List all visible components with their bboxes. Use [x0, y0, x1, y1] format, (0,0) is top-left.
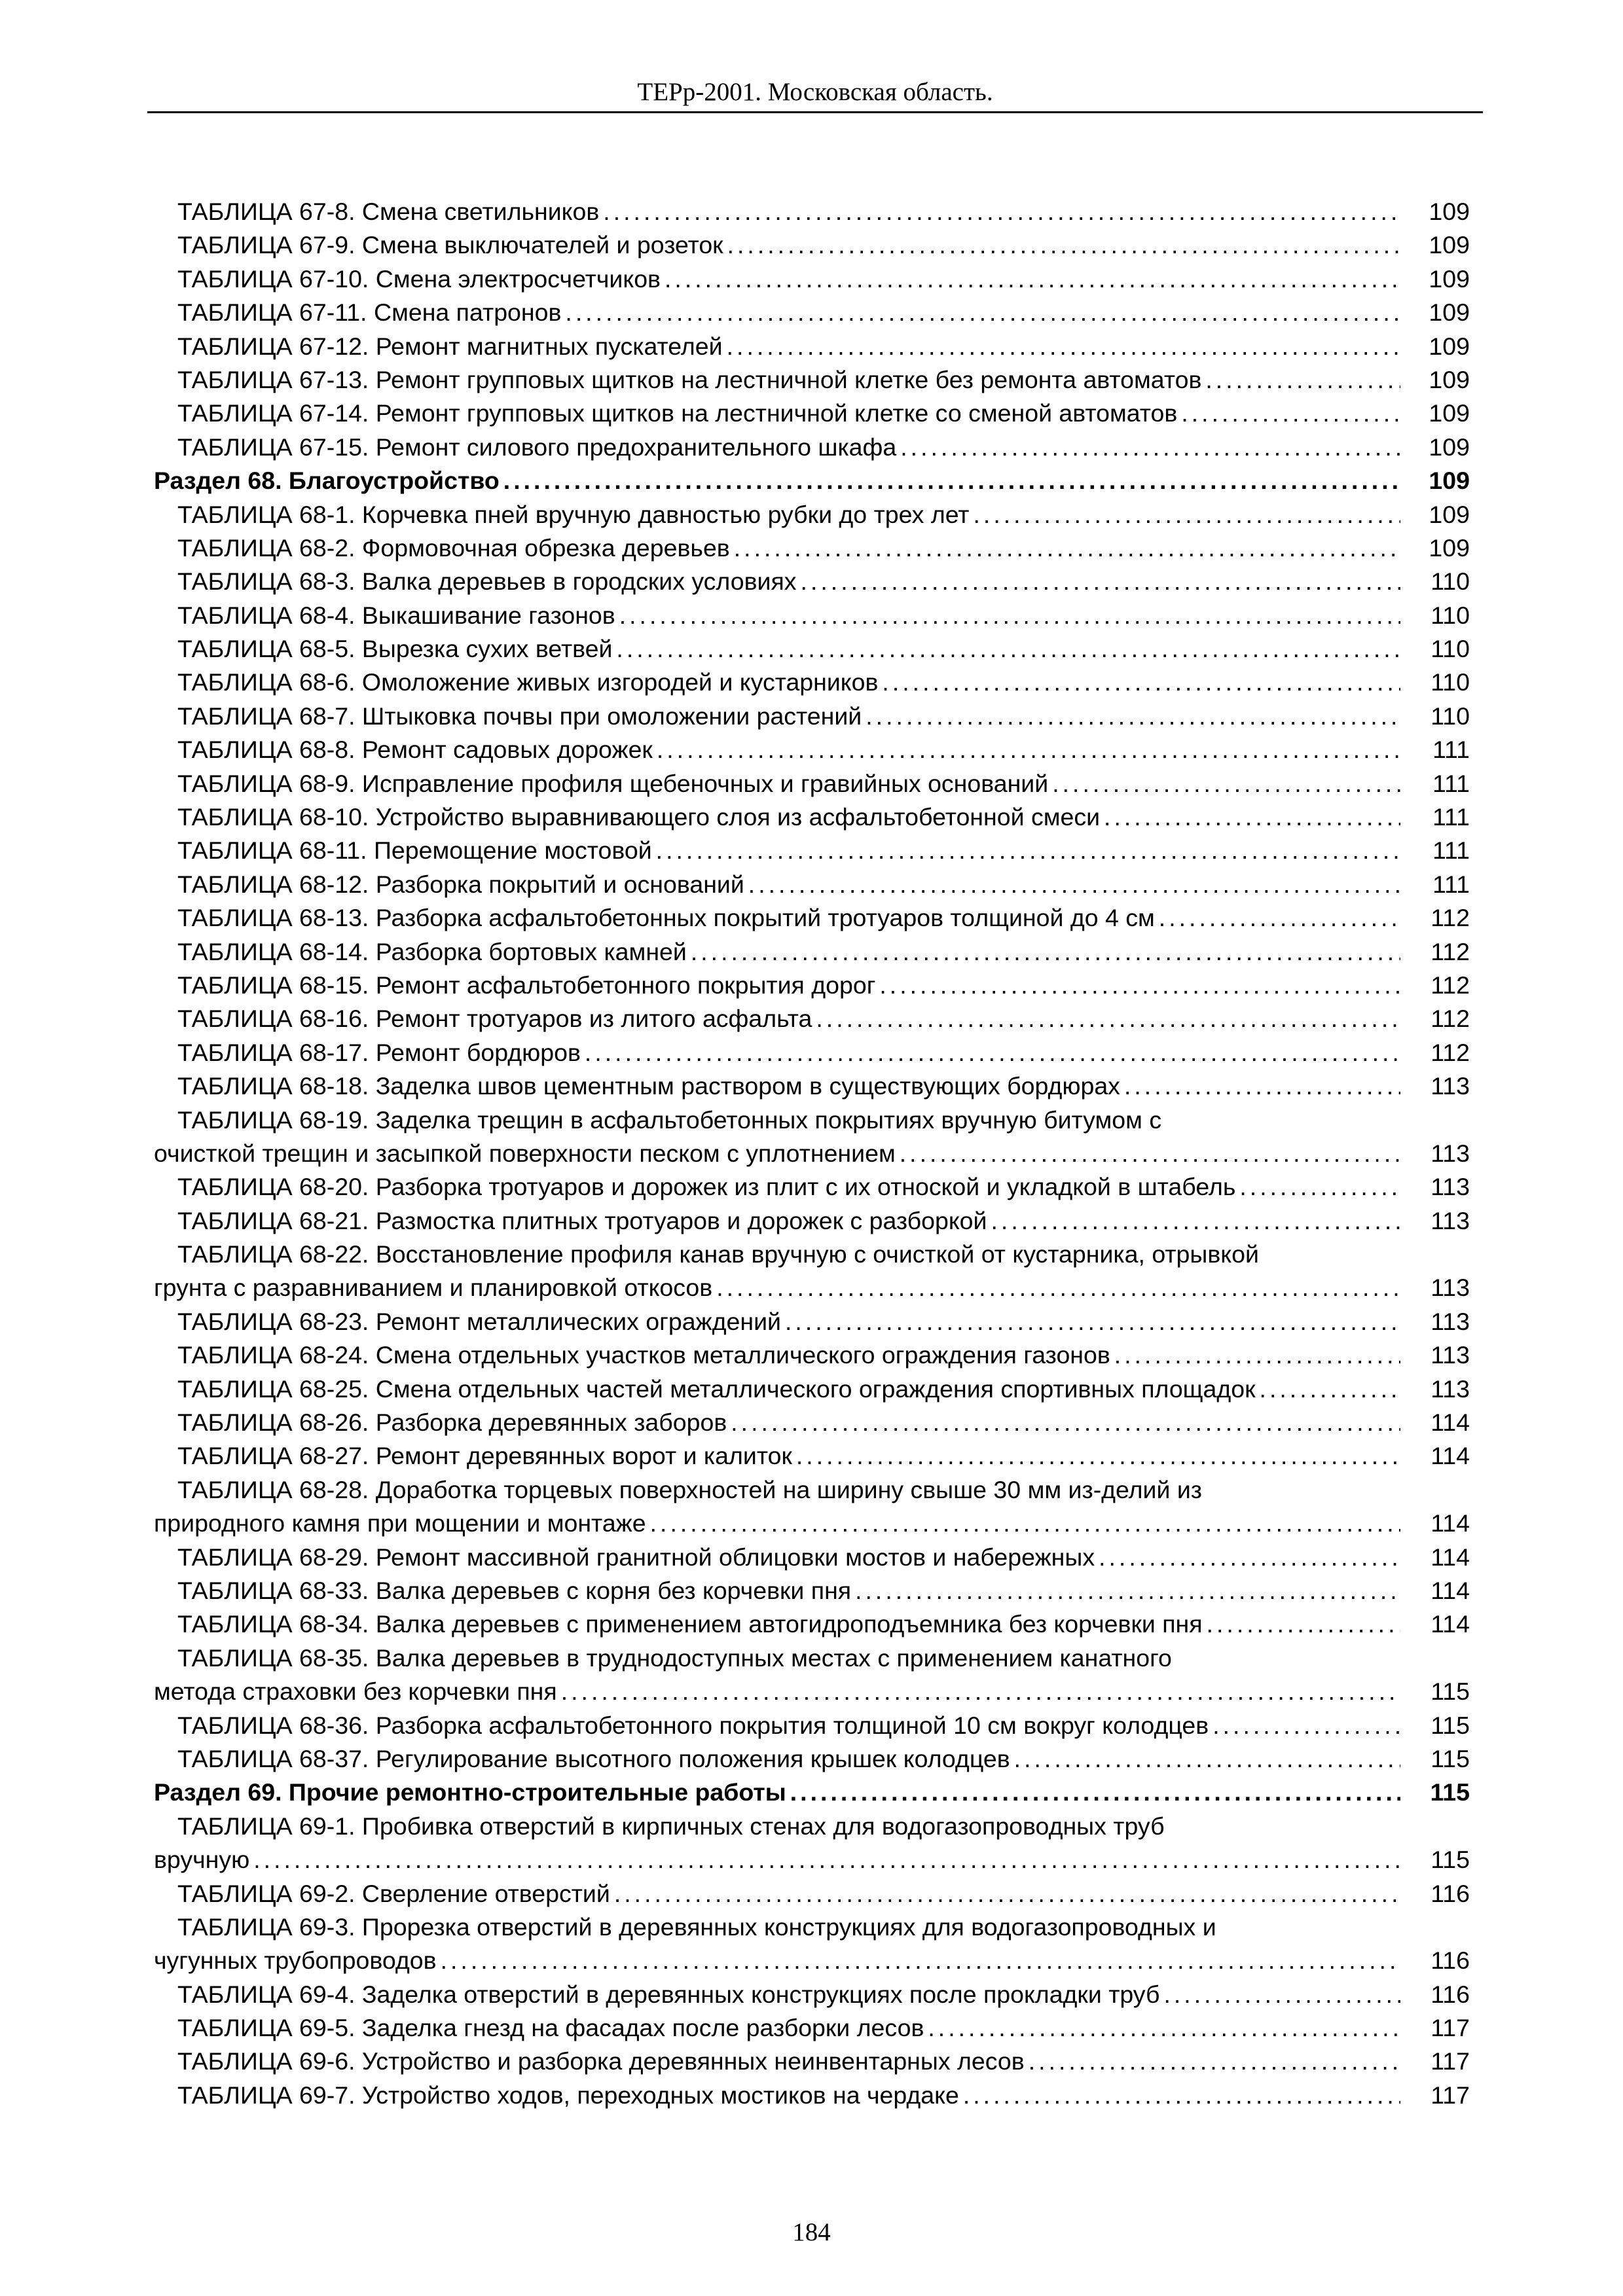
dot-leader — [599, 195, 1400, 228]
toc-entry-title: ТАБЛИЦА 68-22. Восстановление профиля канав вручную с очисткой от кустарника, отрывкой — [177, 1240, 1259, 1268]
dot-leader — [878, 666, 1400, 699]
toc-entry-title: ТАБЛИЦА 67-8. Смена светильников — [177, 197, 600, 225]
dot-leader — [792, 1439, 1400, 1473]
toc-entry[interactable] — [154, 363, 1470, 397]
toc-entry-title: ТАБЛИЦА 69-2. Сверление отверстий — [177, 1879, 610, 1907]
toc-entry-multiline[interactable] — [154, 1238, 1470, 1305]
toc-entry-title: метода страховки без корчевки пня — [154, 1677, 557, 1706]
dot-leader — [1256, 1372, 1400, 1406]
dot-leader — [1155, 901, 1400, 935]
dot-leader — [875, 969, 1400, 1002]
toc-entry[interactable] — [154, 1607, 1470, 1641]
toc-entry-page: 116 — [1431, 1879, 1470, 1907]
dot-leader — [557, 1675, 1400, 1708]
toc-entry-page: 112 — [1431, 971, 1470, 999]
toc-entry[interactable] — [154, 565, 1470, 598]
toc-entry-page: 114 — [1431, 1509, 1470, 1537]
toc-entry-page: 111 — [1432, 803, 1470, 831]
dot-leader — [437, 1944, 1400, 1977]
toc-entry-page: 110 — [1431, 601, 1470, 629]
toc-entry-title: грунта с разравниванием и планировкой откосов — [154, 1274, 713, 1302]
toc-entry-continuation[interactable] — [154, 1675, 1470, 1708]
toc-entry-title: ТАБЛИЦА 69-6. Устройство и разборка деревянных неинвентарных лесов — [177, 2047, 1025, 2075]
dot-leader — [1120, 1069, 1400, 1103]
toc-entry[interactable] — [154, 868, 1470, 901]
dot-leader — [615, 599, 1400, 632]
toc-entry[interactable] — [154, 1574, 1470, 1607]
toc-entry[interactable] — [154, 296, 1470, 329]
toc-entry-title: ТАБЛИЦА 68-12. Разборка покрытий и оснований — [177, 870, 744, 898]
toc-section-entry[interactable] — [154, 1776, 1470, 1809]
toc-entry-page: 115 — [1431, 1711, 1470, 1739]
dot-leader — [797, 565, 1400, 598]
dot-leader — [1235, 1170, 1400, 1204]
toc-entry[interactable] — [154, 1305, 1470, 1338]
toc-entry-page: 113 — [1431, 1173, 1470, 1201]
toc-entry[interactable] — [154, 969, 1470, 1002]
toc-section-entry[interactable] — [154, 464, 1470, 497]
toc-entry-title: ТАБЛИЦА 68-19. Заделка трещин в асфальтобетонных покрытиях вручную битумом с — [177, 1105, 1162, 1134]
dot-leader — [661, 262, 1400, 296]
dot-leader — [1110, 1338, 1400, 1372]
toc-entry-title: ТАБЛИЦА 68-20. Разборка тротуаров и дорожек из плит с их отноской и укладкой в штабель — [177, 1173, 1236, 1201]
dot-leader — [1010, 1742, 1400, 1776]
toc-entry-title: чугунных трубопроводов — [154, 1946, 437, 1975]
toc-entry-page: 110 — [1431, 668, 1470, 696]
toc-entry-title: ТАБЛИЦА 68-27. Ремонт деревянных ворот и калиток — [177, 1442, 792, 1470]
toc-entry-page: 113 — [1431, 1072, 1470, 1100]
dot-leader — [1100, 800, 1400, 834]
toc-entry-title: ТАБЛИЦА 68-10. Устройство выравнивающего слоя из асфальтобетонной смеси — [177, 803, 1101, 831]
toc-entry[interactable] — [154, 1877, 1470, 1910]
toc-entry-page: 109 — [1429, 399, 1470, 427]
toc-entry[interactable] — [154, 1036, 1470, 1069]
toc-entry-page: 114 — [1431, 1543, 1470, 1571]
toc-entry-page: 115 — [1431, 1677, 1470, 1706]
dot-leader — [862, 700, 1400, 733]
toc-entry[interactable] — [154, 397, 1470, 430]
toc-entry[interactable] — [154, 666, 1470, 699]
toc-entry-title: ТАБЛИЦА 68-29. Ремонт массивной гранитной облицовки мостов и набережных — [177, 1543, 1095, 1571]
toc-entry-page: 117 — [1431, 2014, 1470, 2042]
toc-entry-page: 113 — [1431, 1139, 1470, 1167]
toc-entry[interactable] — [154, 1372, 1470, 1406]
toc-entry-title: ТАБЛИЦА 68-16. Ремонт тротуаров из литого асфальта — [177, 1005, 812, 1033]
toc-entry-title: ТАБЛИЦА 69-5. Заделка гнезд на фасадах после разборки лесов — [177, 2014, 924, 2042]
toc-entry[interactable] — [154, 531, 1470, 565]
toc-entry-page: 113 — [1431, 1274, 1470, 1302]
toc-entry-page: 112 — [1431, 904, 1470, 932]
toc-entry-multiline[interactable] — [154, 1641, 1470, 1709]
toc-entry-page: 109 — [1429, 298, 1470, 327]
toc-entry-title: ТАБЛИЦА 68-9. Исправление профиля щебеночных и гравийных оснований — [177, 769, 1049, 797]
toc-entry-page: 113 — [1431, 1374, 1470, 1403]
toc-entry-page: 116 — [1431, 1946, 1470, 1975]
toc-entry[interactable] — [154, 2011, 1470, 2045]
toc-entry[interactable] — [154, 431, 1470, 464]
toc-entry-title: ТАБЛИЦА 68-26. Разборка деревянных заборов — [177, 1408, 727, 1437]
toc-entry[interactable] — [154, 767, 1470, 800]
toc-entry-title: ТАБЛИЦА 68-14. Разборка бортовых камней — [177, 937, 687, 965]
toc-entry[interactable] — [154, 1439, 1470, 1473]
toc-entry-title: ТАБЛИЦА 67-11. Смена патронов — [177, 298, 562, 327]
dot-leader — [1209, 1709, 1400, 1742]
toc-entry-title: ТАБЛИЦА 67-13. Ремонт групповых щитков на лестничной клетке без ремонта автоматов — [177, 365, 1202, 393]
toc-entry[interactable] — [154, 700, 1470, 733]
toc-entry-continuation[interactable] — [154, 1507, 1470, 1540]
toc-entry-continuation[interactable] — [154, 1272, 1470, 1305]
toc-entry[interactable] — [154, 1709, 1470, 1742]
toc-entry-title: ТАБЛИЦА 69-3. Прорезка отверстий в деревянных конструкциях для водогазопроводных и — [177, 1912, 1216, 1941]
toc-entry[interactable] — [154, 262, 1470, 296]
dot-leader — [970, 498, 1401, 531]
toc-entry-page: 111 — [1432, 769, 1470, 797]
toc-entry[interactable] — [154, 935, 1470, 969]
toc-entry-page: 112 — [1431, 1005, 1470, 1033]
dot-leader — [1095, 1541, 1400, 1574]
toc-entry[interactable] — [154, 1978, 1470, 2011]
toc-entry-page: 109 — [1429, 264, 1470, 293]
toc-entry-title: Раздел 68. Благоустройство — [154, 467, 500, 495]
toc-entry-page: 109 — [1429, 365, 1470, 393]
toc-entry-page: 113 — [1431, 1341, 1470, 1369]
toc-entry-title: вручную — [154, 1846, 250, 1874]
toc-entry-page: 110 — [1431, 635, 1470, 663]
toc-entry[interactable] — [154, 632, 1470, 666]
dot-leader — [1025, 2045, 1400, 2078]
dot-leader — [612, 632, 1400, 666]
toc-entry-title: ТАБЛИЦА 68-2. Формовочная обрезка деревьев — [177, 533, 730, 562]
toc-entry-title: ТАБЛИЦА 68-17. Ремонт бордюров — [177, 1038, 581, 1066]
toc-entry[interactable] — [154, 195, 1470, 228]
toc-entry-page: 115 — [1431, 1744, 1470, 1772]
toc-entry-page: 114 — [1431, 1408, 1470, 1437]
toc-entry-title: ТАБЛИЦА 68-8. Ремонт садовых дорожек — [177, 736, 653, 764]
toc-entry-title: ТАБЛИЦА 68-15. Ремонт асфальтобетонного покрытия дорог — [177, 971, 876, 999]
toc-entry-continuation[interactable] — [154, 1137, 1470, 1170]
toc-entry-continuation[interactable] — [154, 1944, 1470, 1977]
dot-leader — [581, 1036, 1400, 1069]
toc-entry-page: 114 — [1431, 1442, 1470, 1470]
toc-entry-page: 109 — [1429, 500, 1470, 528]
toc-entry[interactable] — [154, 1204, 1470, 1238]
toc-entry-page: 114 — [1431, 1610, 1470, 1638]
dot-leader — [924, 2011, 1400, 2045]
toc-entry-title: ТАБЛИЦА 68-13. Разборка асфальтобетонных покрытий тротуаров толщиной до 4 см — [177, 904, 1155, 932]
dot-leader — [727, 1406, 1400, 1439]
running-header: ТЕРр-2001. Московская область. — [147, 73, 1483, 113]
toc-entry-title: ТАБЛИЦА 68-21. Размостка плитных тротуаров и дорожек с разборкой — [177, 1206, 987, 1234]
dot-leader — [1177, 397, 1400, 430]
dot-leader — [959, 2079, 1400, 2112]
toc-entry-title: ТАБЛИЦА 68-34. Валка деревьев с применением автогидроподъемника без корчевки пня — [177, 1610, 1203, 1638]
toc-entry-title: ТАБЛИЦА 68-1. Корчевка пней вручную давностью рубки до трех лет — [177, 500, 970, 528]
toc-entry-title: ТАБЛИЦА 69-7. Устройство ходов, переходных мостиков на чердаке — [177, 2081, 959, 2109]
toc-entry[interactable] — [154, 599, 1470, 632]
toc-entry-title: ТАБЛИЦА 68-18. Заделка швов цементным раствором в существующих бордюрах — [177, 1072, 1120, 1100]
toc-entry-page: 111 — [1432, 836, 1470, 865]
toc-entry-title: ТАБЛИЦА 68-11. Перемощение мостовой — [177, 836, 652, 865]
dot-leader — [896, 1137, 1400, 1170]
dot-leader — [896, 431, 1400, 464]
toc-entry[interactable] — [154, 901, 1470, 935]
dot-leader — [723, 228, 1400, 262]
page-number: 184 — [792, 2218, 831, 2246]
dot-leader — [561, 296, 1400, 329]
dot-leader — [1048, 767, 1400, 800]
toc-entry-page: 109 — [1429, 433, 1470, 461]
toc-entry[interactable] — [154, 2045, 1470, 2078]
toc-entry-page: 109 — [1429, 332, 1470, 360]
toc-entry-page: 111 — [1432, 870, 1470, 898]
dot-leader — [646, 1507, 1400, 1540]
toc-entry-title: ТАБЛИЦА 69-1. Пробивка отверстий в кирпичных стенах для водогазопроводных труб — [177, 1812, 1165, 1840]
toc-entry-title: ТАБЛИЦА 68-7. Штыковка почвы при омоложении растений — [177, 702, 862, 730]
toc-entry-title: ТАБЛИЦА 68-3. Валка деревьев в городских условиях — [177, 567, 797, 596]
toc-entry[interactable] — [154, 1338, 1470, 1372]
toc-entry-title: ТАБЛИЦА 69-4. Заделка отверстий в деревянных конструкциях после прокладки труб — [177, 1980, 1160, 2008]
toc-entry-page: 115 — [1430, 1778, 1470, 1806]
toc-entry-title: ТАБЛИЦА 67-14. Ремонт групповых щитков на лестничной клетке со сменой автоматов — [177, 399, 1178, 427]
toc-entry-page: 112 — [1431, 937, 1470, 965]
dot-leader — [500, 464, 1400, 497]
table-of-contents — [154, 195, 1470, 2112]
toc-entry[interactable] — [154, 330, 1470, 363]
toc-entry-title: ТАБЛИЦА 68-35. Валка деревьев в труднодоступных местах с применением канатного — [177, 1643, 1172, 1672]
toc-entry[interactable] — [154, 2079, 1470, 2112]
dot-leader — [1159, 1978, 1400, 2011]
toc-entry-title: очисткой трещин и засыпкой поверхности песком с уплотнением — [154, 1139, 896, 1167]
toc-entry[interactable] — [154, 1541, 1470, 1574]
dot-leader — [723, 330, 1400, 363]
toc-entry-title: ТАБЛИЦА 68-4. Выкашивание газонов — [177, 601, 615, 629]
toc-entry-page: 117 — [1431, 2081, 1470, 2109]
dot-leader — [987, 1204, 1400, 1238]
toc-entry-title: ТАБЛИЦА 68-37. Регулирование высотного положения крышек колодцев — [177, 1744, 1010, 1772]
toc-entry-title: ТАБЛИЦА 68-36. Разборка асфальтобетонного покрытия толщиной 10 см вокруг колодцев — [177, 1711, 1209, 1739]
toc-entry-title: ТАБЛИЦА 67-12. Ремонт магнитных пускателей — [177, 332, 723, 360]
toc-entry[interactable] — [154, 228, 1470, 262]
toc-entry-page: 117 — [1431, 2047, 1470, 2075]
toc-entry-page: 111 — [1432, 736, 1470, 764]
toc-entry[interactable] — [154, 800, 1470, 834]
toc-entry[interactable] — [154, 1170, 1470, 1204]
dot-leader — [851, 1574, 1400, 1607]
toc-entry-page: 115 — [1431, 1846, 1470, 1874]
toc-entry-page: 109 — [1429, 197, 1470, 225]
toc-entry[interactable] — [154, 733, 1470, 766]
toc-entry[interactable] — [154, 1742, 1470, 1776]
toc-entry-title: ТАБЛИЦА 68-24. Смена отдельных участков металлического ограждения газонов — [177, 1341, 1110, 1369]
toc-entry-page: 109 — [1429, 231, 1470, 259]
toc-entry-title: ТАБЛИЦА 68-5. Вырезка сухих ветвей — [177, 635, 613, 663]
toc-entry-page: 114 — [1431, 1577, 1470, 1604]
toc-entry-multiline[interactable] — [154, 1103, 1470, 1171]
toc-entry-page: 113 — [1431, 1307, 1470, 1335]
toc-entry-multiline[interactable] — [154, 1910, 1470, 1978]
toc-entry-title: ТАБЛИЦА 67-15. Ремонт силового предохранительного шкафа — [177, 433, 897, 461]
toc-entry[interactable] — [154, 498, 1470, 531]
dot-leader — [786, 1776, 1400, 1809]
toc-entry-page: 112 — [1431, 1038, 1470, 1066]
dot-leader — [610, 1877, 1400, 1910]
dot-leader — [781, 1305, 1400, 1338]
toc-entry-page: 109 — [1429, 533, 1470, 562]
dot-leader — [1203, 1607, 1400, 1641]
toc-entry-multiline[interactable] — [154, 1473, 1470, 1541]
dot-leader — [812, 1002, 1400, 1035]
toc-entry[interactable] — [154, 834, 1470, 867]
toc-entry-page: 110 — [1431, 702, 1470, 730]
toc-entry[interactable] — [154, 1002, 1470, 1035]
toc-entry-title: ТАБЛИЦА 68-23. Ремонт металлических ограждений — [177, 1307, 781, 1335]
toc-entry-title: ТАБЛИЦА 67-10. Смена электросчетчиков — [177, 264, 661, 293]
dot-leader — [1201, 363, 1400, 397]
toc-entry[interactable] — [154, 1406, 1470, 1439]
toc-entry-title: ТАБЛИЦА 67-9. Смена выключателей и розеток — [177, 231, 723, 259]
toc-entry-title: ТАБЛИЦА 68-25. Смена отдельных частей металлического ограждения спортивных площадок — [177, 1374, 1256, 1403]
toc-entry-title: природного камня при мощении и монтаже — [154, 1509, 646, 1537]
dot-leader — [653, 733, 1400, 766]
toc-entry-title: Раздел 69. Прочие ремонтно-строительные работы — [154, 1778, 786, 1806]
dot-leader — [652, 834, 1400, 867]
dot-leader — [249, 1843, 1400, 1876]
toc-entry-page: 113 — [1431, 1206, 1470, 1234]
toc-entry-continuation[interactable] — [154, 1843, 1470, 1876]
toc-entry[interactable] — [154, 1069, 1470, 1103]
toc-entry-page: 109 — [1429, 467, 1470, 495]
toc-entry-page: 116 — [1431, 1980, 1470, 2008]
toc-entry-page: 110 — [1431, 567, 1470, 596]
toc-entry-title: ТАБЛИЦА 68-33. Валка деревьев с корня без корчевки пня — [177, 1577, 852, 1604]
toc-entry-title: ТАБЛИЦА 68-28. Доработка торцевых поверхностей на ширину свыше 30 мм из-делий из — [177, 1475, 1203, 1503]
dot-leader — [744, 868, 1400, 901]
dot-leader — [730, 531, 1400, 565]
dot-leader — [712, 1271, 1400, 1304]
toc-entry-multiline[interactable] — [154, 1810, 1470, 1877]
dot-leader — [687, 935, 1400, 969]
toc-entry-title: ТАБЛИЦА 68-6. Омоложение живых изгородей и кустарников — [177, 668, 879, 696]
